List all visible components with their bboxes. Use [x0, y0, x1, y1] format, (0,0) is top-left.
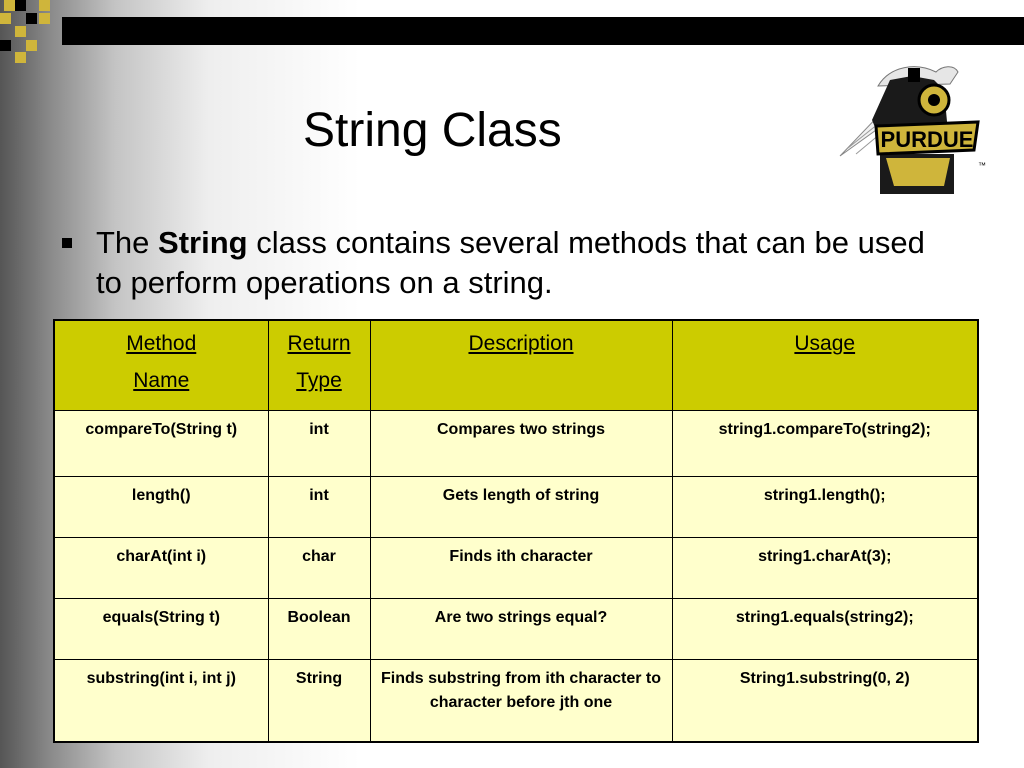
cell-type: int	[268, 477, 370, 538]
table-row	[54, 477, 978, 538]
cell-description: Finds substring from ith character to character before jth one	[370, 660, 672, 743]
cell-description: Gets length of string	[370, 477, 672, 538]
bullet-text: The String class contains several methods that can be used to perform operations on a string.	[96, 225, 925, 300]
cell-method: equals(String t)	[54, 599, 268, 660]
cell-description: Compares two strings	[370, 411, 672, 477]
cell-usage: string1.length();	[672, 477, 978, 538]
cell-method: length()	[54, 477, 268, 538]
string-methods-table	[53, 319, 979, 743]
table-header-row	[54, 320, 978, 411]
cell-type: int	[268, 411, 370, 477]
cell-usage: string1.compareTo(string2);	[672, 411, 978, 477]
bullet-square-icon	[62, 238, 72, 248]
cell-type: char	[268, 538, 370, 599]
table-row	[54, 411, 978, 477]
table-row	[54, 599, 978, 660]
cell-usage: String1.substring(0, 2)	[672, 660, 978, 743]
table-row	[54, 660, 978, 743]
cell-method: compareTo(String t)	[54, 411, 268, 477]
cell-method: charAt(int i)	[54, 538, 268, 599]
logo-trademark: ™	[978, 161, 986, 170]
logo-wordmark: PURDUE	[880, 127, 974, 152]
cell-usage: string1.charAt(3);	[672, 538, 978, 599]
header-method-name: Method Name	[54, 320, 268, 411]
cell-usage: string1.equals(string2);	[672, 599, 978, 660]
table-row	[54, 538, 978, 599]
header-usage: Usage	[672, 320, 978, 411]
bullet-keyword: String	[158, 225, 248, 260]
cell-type: Boolean	[268, 599, 370, 660]
cell-description: Are two strings equal?	[370, 599, 672, 660]
cell-description: Finds ith character	[370, 538, 672, 599]
header-description: Description	[370, 320, 672, 411]
page-title: String Class	[303, 104, 562, 157]
top-black-bar	[62, 17, 1024, 45]
cell-type: String	[268, 660, 370, 743]
header-return-type: Return Type	[268, 320, 370, 411]
cell-method: substring(int i, int j)	[54, 660, 268, 743]
purdue-train-logo	[838, 58, 990, 198]
